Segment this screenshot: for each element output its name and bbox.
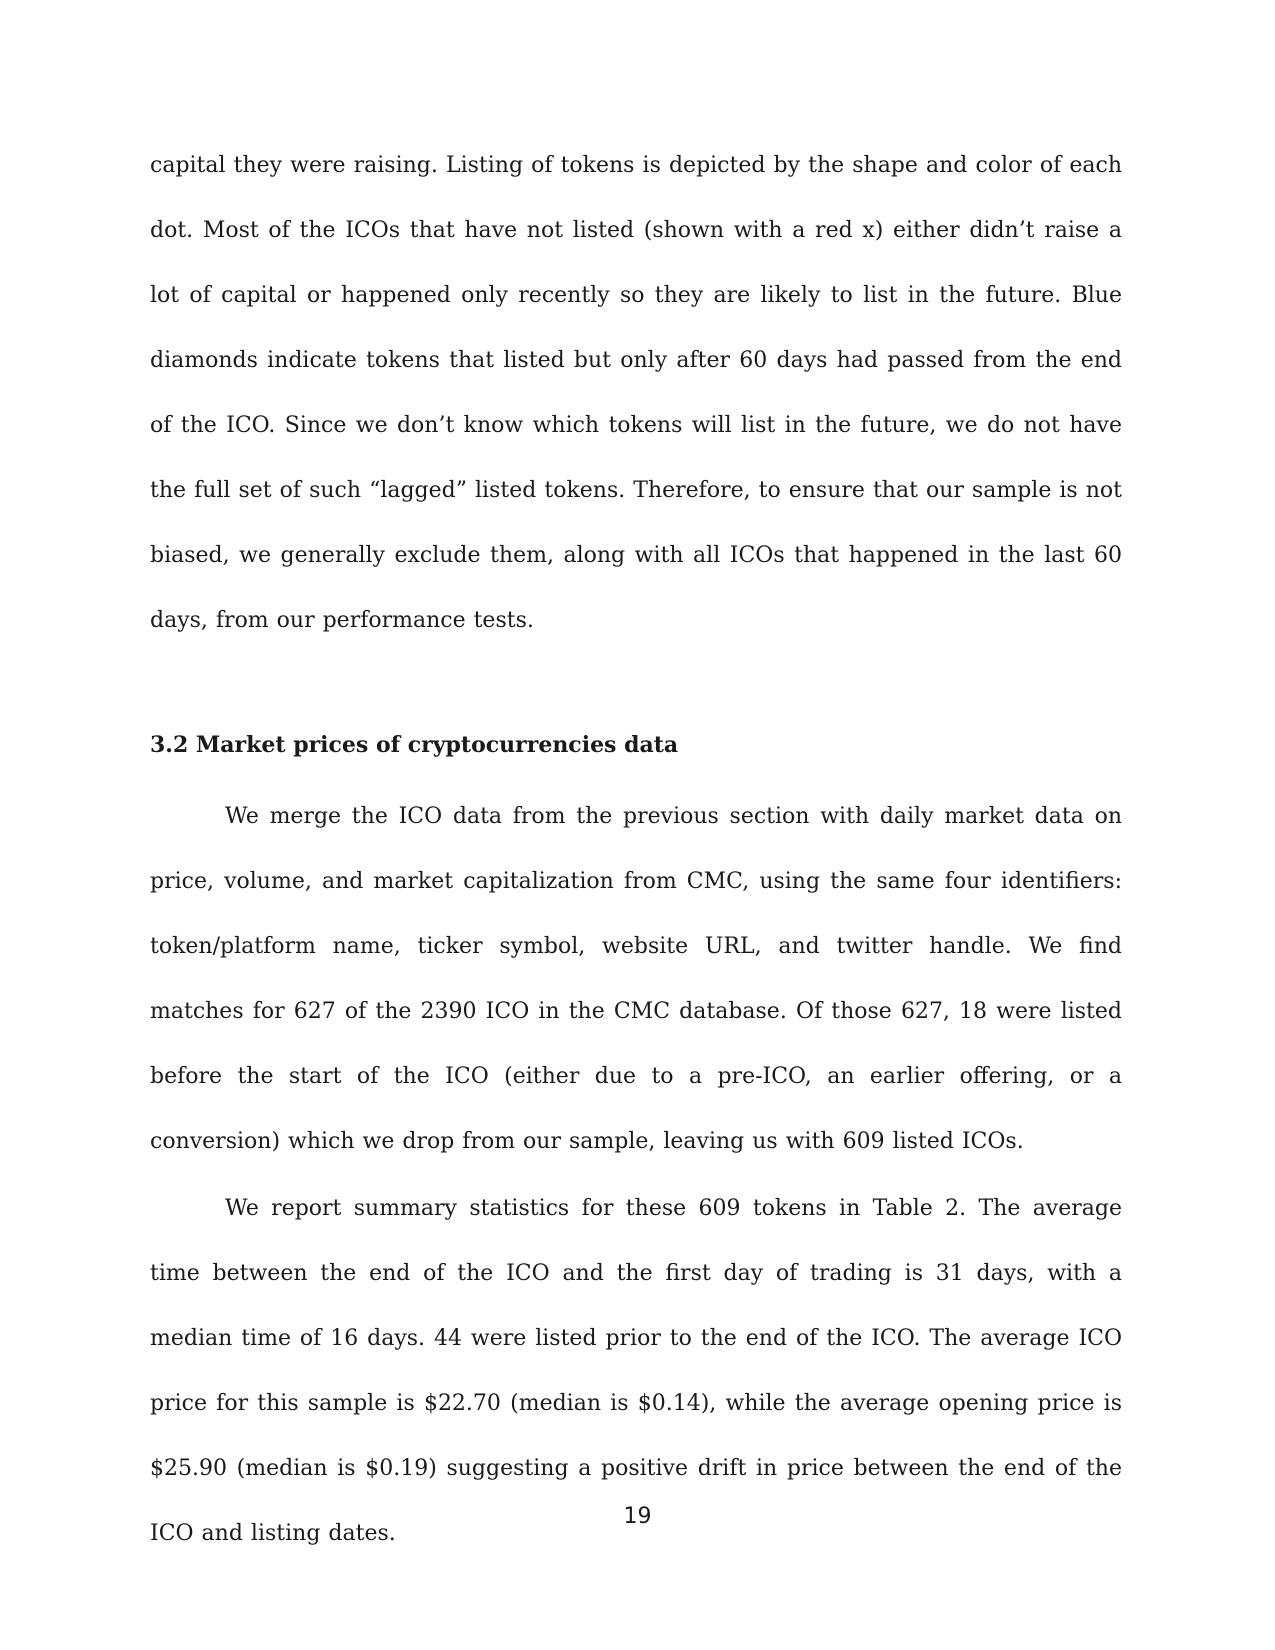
section-heading: 3.2 Market prices of cryptocurrencies data <box>150 732 679 758</box>
body-paragraph-summary-statistics: We report summary statistics for these 609 tokens in Table 2. The average time between the end of the ICO and the first day of trading is 31 days, with a median time of 16 days. 44 were listed prior to the end of the ICO. The average ICO price for this sample is $22.70 (median is $0.14), while the average opening price is $25.90 (median is $0.19) suggesting a positive drift in price between the end of the ICO and listing dates. <box>150 1196 1122 1546</box>
body-paragraph-market-data: We merge the ICO data from the previous section with daily market data on price, volume, and market capitalization from CMC, using the same four identifiers: token/platform name, ticker symbol, website URL, and twitter handle. We find matches for 627 of the 2390 ICO in the CMC database. Of those 627, 18 were listed before the start of the ICO (either due to a pre-ICO, an earlier offering, or a conversion) which we drop from our sample, leaving us with 609 listed ICOs. <box>150 804 1122 1154</box>
body-paragraph-continued: capital they were raising. Listing of tokens is depicted by the shape and color of each dot. Most of the ICOs that have not listed (shown with a red x) either didn’t raise a lot of capital or happened only recently so they are likely to list in the future. Blue diamonds indicate tokens that listed but only after 60 days had passed from the end of the ICO. Since we don’t know which tokens will list in the future, we do not have the full set of such “lagged” listed tokens. Therefore, to ensure that our sample is not biased, we generally exclude them, along with all ICOs that happened in the last 60 days, from our performance tests. <box>150 153 1122 633</box>
page-number: 19 <box>623 1504 652 1529</box>
